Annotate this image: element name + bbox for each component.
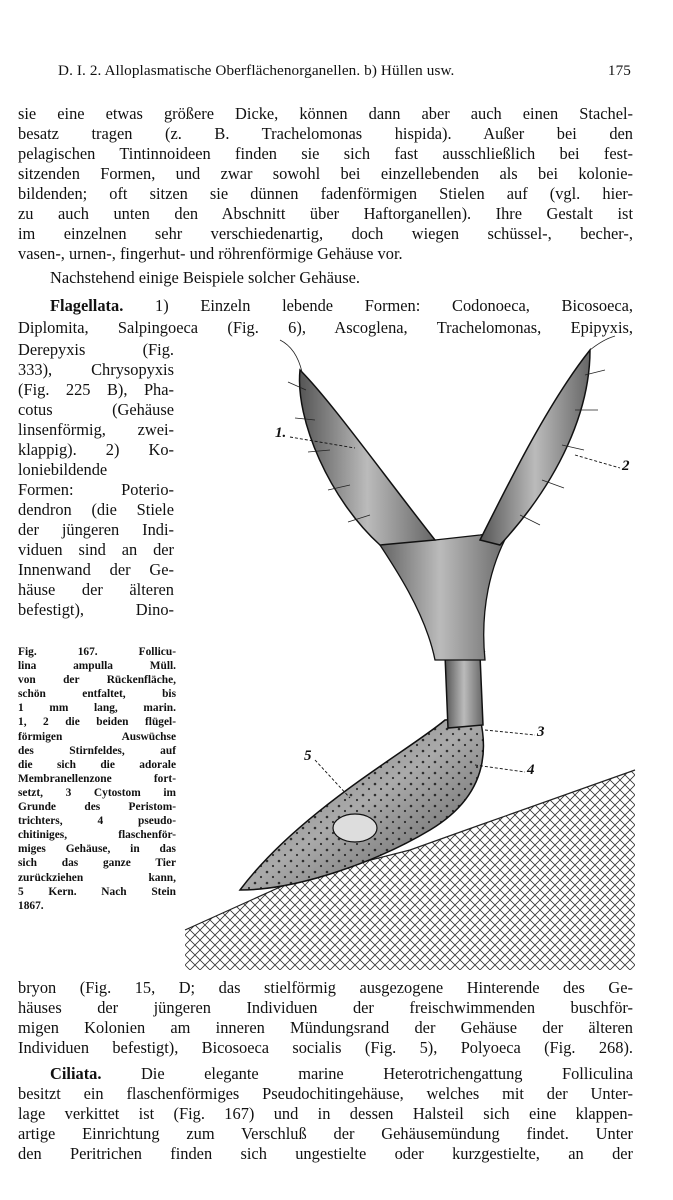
figure-label-2: 2 <box>622 458 630 474</box>
para1-line: bildenden; oft sitzen sie dünnen fadenförmigen Stielen auf (vgl. hier- <box>18 184 633 203</box>
caption-line: schön entfaltet, bis <box>18 688 176 701</box>
caption-line: des Stirnfeldes, auf <box>18 744 176 757</box>
flagellata-narrow-line: Formen: Poterio- <box>18 480 174 499</box>
caption-line: miges Gehäuse, in das <box>18 843 176 856</box>
caption-line: von der Rückenfläche, <box>18 674 176 687</box>
figure-folliculina <box>180 330 640 970</box>
figure-label-5: 5 <box>304 748 312 764</box>
para1-line: pelagischen Tintinnoideen finden sie sich fast ausschließlich bei fest- <box>18 144 633 163</box>
case-neck <box>445 655 483 728</box>
ciliata-heading: Ciliata. <box>50 1064 102 1083</box>
caption-line: 1867. <box>18 899 44 912</box>
flagellata-line1: 1) Einzeln lebende Formen: Codonoeca, Bicosoeca, <box>155 296 633 315</box>
running-header <box>58 62 631 82</box>
flagellata-narrow-line: der jüngeren Indi- <box>18 520 174 539</box>
flagellata-narrow-line: Innenwand der Ge- <box>18 560 174 579</box>
para3-line: Individuen befestigt), Bicosoeca socialis (Fig. 5), Polyoeca (Fig. 268). <box>18 1038 633 1057</box>
para1-line: zu auch unten den Abschnitt über Haftorganellen). Ihre Gestalt ist <box>18 204 633 223</box>
caption-line: Membranellenzone fort- <box>18 772 176 785</box>
flagellata-narrow-line: linsenförmig, zwei- <box>18 420 174 439</box>
ciliata-line: lage verkittet ist (Fig. 167) und in dessen Halsteil sich eine klappen- <box>18 1104 633 1123</box>
caption-line: chitiniges, flaschenför- <box>18 829 176 842</box>
caption-line: lina ampulla Müll. <box>18 660 176 673</box>
caption-line: 1 mm lang, marin. <box>18 702 176 715</box>
nucleus <box>333 814 377 842</box>
flagellata-narrow-line: cotus (Gehäuse <box>18 400 174 419</box>
flagellata-narrow-line: klappig). 2) Ko- <box>18 440 174 459</box>
flagellata-narrow-line: befestigt), Dino- <box>18 600 174 619</box>
caption-line: sich das ganze Tier <box>18 857 176 870</box>
para1-line: vasen-, urnen-, fingerhut- und röhrenförmige Gehäuse vor. <box>18 244 403 263</box>
page-number: 175 <box>607 62 631 79</box>
flagellata-narrow-line: dendron (die Stiele <box>18 500 174 519</box>
ciliata-first-line <box>50 1064 633 1084</box>
para2: Nachstehend einige Beispiele solcher Gehäuse. <box>50 268 360 287</box>
caption-line: die sich die adorale <box>18 758 176 771</box>
caption-line: 5 Kern. Nach Stein <box>18 885 176 898</box>
para1-line: sitzenden Formen, und zwar sowohl bei einzellebenden als bei kolonie- <box>18 164 633 183</box>
ciliata-line: den Peritrichen finden sich ungestielte oder kurzgestielte, an der <box>18 1144 633 1163</box>
caption-line: förmigen Auswüchse <box>18 730 176 743</box>
figure-caption <box>18 645 176 913</box>
folliculina-illustration <box>180 330 640 970</box>
ciliata-line1: Die elegante marine Heterotrichengattung Folliculina <box>140 1064 633 1083</box>
left-wing <box>300 370 435 545</box>
caption-line: Fig. 167. Follicu- <box>18 646 176 658</box>
figure-label-1: 1. <box>275 425 287 441</box>
caption-line: setzt, 3 Cytostom im <box>18 786 176 799</box>
caption-line: Grunde des Peristom- <box>18 801 176 814</box>
running-title: D. I. 2. Alloplasmatische Oberflächenorganellen. b) Hüllen usw. <box>58 62 455 79</box>
flagellata-narrow-line: häuse der älteren <box>18 580 174 599</box>
para3-line: bryon (Fig. 15, D; das stielförmig ausgezogene Hinterende des Ge- <box>18 978 633 997</box>
flagellata-line2: Diplomita, Salpingoeca (Fig. 6), Ascoglena, Trachelomonas, Epipyxis, <box>18 318 633 337</box>
flagellata-first-line <box>50 296 633 316</box>
flagellata-narrow-line: loniebildende <box>18 460 108 479</box>
ciliata-line: artige Einrichtung zum Verschluß der Gehäusemündung findet. Unter <box>18 1124 633 1143</box>
caption-line: zurückziehen kann, <box>18 871 176 884</box>
para1-line: sie eine etwas größere Dicke, können dann aber auch einen Stachel- <box>18 104 633 123</box>
caption-line: 1, 2 die beiden flügel- <box>18 716 176 729</box>
ciliata-line: besitzt ein flaschenförmiges Pseudochitingehäuse, welches mit der Unter- <box>18 1084 633 1103</box>
caption-line: trichters, 4 pseudo- <box>18 815 176 828</box>
para1-line: besatz tragen (z. B. Trachelomonas hispida). Außer bei den <box>18 124 633 143</box>
flagellata-heading: Flagellata. <box>50 296 124 315</box>
para1-line: im einzelnen sehr verschiedenartig, doch wiegen schüssel-, becher-, <box>18 224 633 243</box>
peristome-funnel <box>370 530 510 660</box>
flagellata-narrow-line: viduen sind an der <box>18 540 174 559</box>
para3-line: migen Kolonien am inneren Mündungsrand der Gehäuse der älteren <box>18 1018 633 1037</box>
flagellata-narrow-line: 333), Chrysopyxis <box>18 360 174 379</box>
flagellata-narrow-line: (Fig. 225 B), Pha- <box>18 380 174 399</box>
flagellata-narrow-line: Derepyxis (Fig. <box>18 340 174 359</box>
figure-label-4: 4 <box>527 762 535 778</box>
para3-line: häuses der jüngeren Individuen der freischwimmenden buschför- <box>18 998 633 1017</box>
figure-label-3: 3 <box>537 724 545 740</box>
